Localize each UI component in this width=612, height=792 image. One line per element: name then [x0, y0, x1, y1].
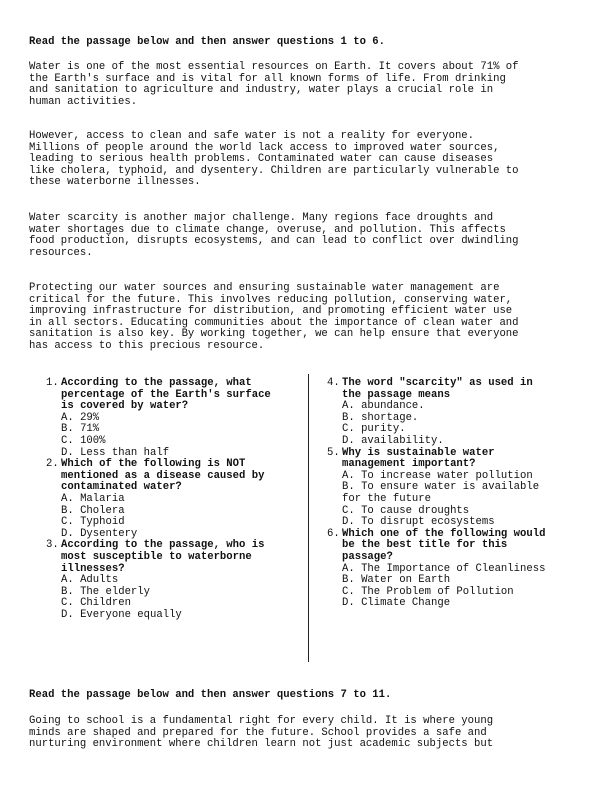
- answer-option: C. The Problem of Pollution: [342, 585, 514, 598]
- question-item: [327, 448, 589, 529]
- question-text: Why is sustainable water management important?: [342, 446, 495, 471]
- question-text: Which of the following is NOT mentioned as a disease caused by contaminated water?: [61, 458, 265, 494]
- answer-option: D. availability.: [342, 434, 444, 447]
- question-text: Which one of the following would be the best title for this passage?: [342, 527, 546, 563]
- questions-right-column: [327, 378, 589, 610]
- answer-option: A. 29%: [61, 411, 100, 424]
- question-number: 1.: [46, 377, 59, 389]
- question-number: 4.: [327, 377, 340, 389]
- answer-option: B. Water on Earth: [342, 574, 451, 587]
- answer-option: D. Less than half: [61, 446, 170, 459]
- answer-option: D. Everyone equally: [61, 608, 182, 621]
- answer-option: A. The Importance of Cleanliness: [342, 562, 546, 575]
- question-item: [46, 459, 304, 540]
- column-divider: [308, 374, 309, 662]
- question-item: [327, 378, 589, 448]
- question-number: 2.: [46, 458, 59, 471]
- answer-option: B. Cholera: [61, 504, 125, 517]
- question-number: 6.: [327, 527, 340, 540]
- question-text: According to the passage, who is most susceptible to waterborne illnesses?: [61, 539, 265, 575]
- question-item: [46, 540, 304, 621]
- answer-option: D. To disrupt ecosystems: [342, 516, 495, 529]
- question-text: According to the passage, what percentage of the Earth's surface is covered by water?: [61, 377, 271, 413]
- answer-option: D. Dysentery: [61, 527, 138, 540]
- answer-option: B. 71%: [61, 423, 100, 436]
- answer-option: A. Malaria: [61, 492, 125, 505]
- answer-option: C. Typhoid: [61, 516, 125, 529]
- answer-option: D. Climate Change: [342, 597, 451, 610]
- questions-left-column: [46, 378, 304, 621]
- question-item: [327, 529, 589, 610]
- answer-option: C. 100%: [61, 434, 106, 447]
- passage1-paragraph-2: However, access to clean and safe water is not a reality for everyone. Millions of people around the world lack access to improved water sources, leading to serious health problems. Contaminated water can cause diseases like cholera, typhoid, and dysentery. Children are particularly vulnerable to these waterborne illnesses.: [29, 130, 519, 189]
- answer-option: B. The elderly: [61, 585, 151, 598]
- section1-instruction: Read the passage below and then answer questions 1 to 6.: [29, 36, 386, 48]
- passage2-paragraph-1: Going to school is a fundamental right for every child. It is where young minds are shaped and prepared for the future. School provides a safe and nurturing environment where children learn not just academic subjects but: [29, 715, 494, 751]
- question-item: [46, 378, 304, 459]
- passage1-paragraph-4: Protecting our water sources and ensuring sustainable water management are critical for the future. This involves reducing pollution, conserving water, improving infrastructure for distribution, and promoting efficient water use in all sectors. Educating communities about the importance of clean water and sanitation is also key. By working together, we can help ensure that everyone has access to this precious resource.: [29, 282, 519, 352]
- section2-instruction: Read the passage below and then answer questions 7 to 11.: [29, 689, 392, 701]
- answer-option: C. Children: [61, 597, 131, 610]
- answer-option: B. To ensure water is available for the future: [342, 481, 540, 505]
- answer-option: C. To cause droughts: [342, 504, 470, 517]
- passage1-paragraph-1: Water is one of the most essential resources on Earth. It covers about 71% of the Earth's surface and is vital for all known forms of life. From drinking and sanitation to agriculture and industry, water plays a crucial role in human activities.: [29, 61, 519, 108]
- passage1-paragraph-3: Water scarcity is another major challenge. Many regions face droughts and water shortages due to climate change, overuse, and pollution. This affects food production, disrupts ecosystems, and can lead to conflict over dwindling resources.: [29, 212, 519, 259]
- question-number: 5.: [327, 446, 340, 459]
- question-number: 3.: [46, 539, 59, 552]
- answer-option: B. shortage.: [342, 411, 419, 424]
- answer-option: A. abundance.: [342, 400, 425, 413]
- question-text: The word "scarcity" as used in the passage means: [342, 377, 533, 401]
- answer-option: C. purity.: [342, 423, 406, 436]
- answer-option: A. To increase water pollution: [342, 469, 533, 482]
- answer-option: A. Adults: [61, 574, 119, 587]
